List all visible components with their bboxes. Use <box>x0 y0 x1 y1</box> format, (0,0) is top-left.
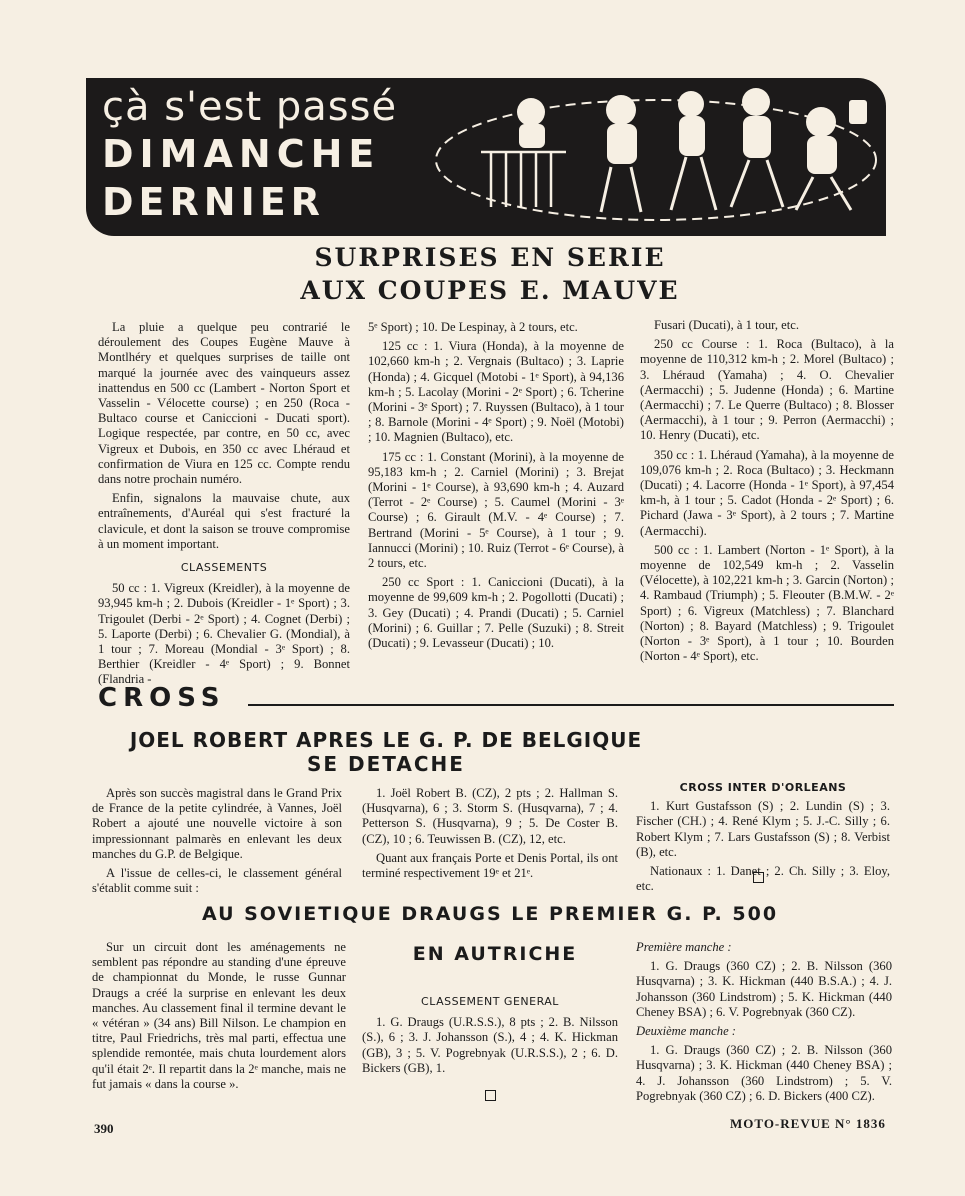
cross-column-1 <box>92 786 342 900</box>
results-paragraph: Fusari (Ducati), à 1 tour, etc. <box>654 318 799 332</box>
end-mark-icon <box>485 1090 496 1101</box>
spectators-illustration <box>431 82 881 232</box>
classement-general-heading: CLASSEMENT GENERAL <box>421 995 559 1008</box>
results-paragraph: Nationaux : 1. Danet ; 2. Ch. Silly ; 3. Eloy, etc. <box>636 864 890 894</box>
results-paragraph: 250 cc Course : 1. Roca (Bultaco), à la moyenne de 110,312 km-h ; 2. Morel (Bultaco) ; 3. Lhéraud (Yamaha) ; 4. O. Chevalier (Aermacchi) ; 5. Judenne (Honda) ; 6. Martine (Aermacchi) ; 7. Le Querre (Bultaco) ; 8. Blosser (Aermacchi), à 1 tour ; 9. Perron (Aermacchi) ; 10. Henry (Ducati), etc. <box>640 337 894 443</box>
article-headline-line-2: AUX COUPES E. MAUVE <box>300 276 680 305</box>
results-paragraph: 1. G. Draugs (U.R.S.S.), 8 pts ; 2. B. Nilsson (S.), 6 ; 3. J. Johansson (S.), 4 ; 4. K. Hickman (GB), 3 ; 5. V. Pogrebnyak (U.R.S.S.), 2 ; 6. D. Bickers (GB), 1. <box>362 1015 618 1075</box>
results-paragraph: 125 cc : 1. Viura (Honda), à la moyenne de 102,660 km-h ; 2. Vergnais (Bultaco) ; 3. Laprie (Honda) ; 4. Gicquel (Motobi - 1ᵉ Sport), à 94,136 km-h ; 5. Lacolay (Morini - 2ᵉ Sport) ; 6. Tcherine (Morini - 3ᵉ Sport) ; 7. Ruyssen (Bultaco), à 1 tour ; 8. Barnole (Morini - 4ᵉ Sport) ; 9. Noël (Motobi) ; 10. Magnien (Bultaco), etc. <box>368 339 624 445</box>
section-rule <box>248 704 894 706</box>
cross-column-2 <box>362 786 618 885</box>
classements-heading: CLASSEMENTS <box>180 561 268 575</box>
results-paragraph: 1. G. Draugs (360 CZ) ; 2. B. Nilsson (360 Husqvarna) ; 3. K. Hickman (440 Cheney BSA) ; 4. J. Johansson (360 Lindstrom) ; 5. V. Pogrebnyak (360 CZ) ; 6. D. Bickers (400 CZ). <box>636 1043 892 1103</box>
manche-2-heading: Deuxième manche : <box>636 1024 736 1039</box>
soviet-column-1 <box>92 940 346 1096</box>
results-paragraph: 250 cc Sport : 1. Caniccioni (Ducati), à la moyenne de 99,609 km-h ; 2. Pogollotti (Ducati) ; 3. Gey (Ducati) ; 4. Prandi (Ducati) ; 5. Carniel (Morini) ; 6. Guillar ; 7. Pelle (Suzuki) ; 8. Streit (Ducati) ; 9. Levasseur (Ducati) ; 10. <box>368 575 624 651</box>
banner-line-3: DERNIER <box>102 180 325 224</box>
results-paragraph: 500 cc : 1. Lambert (Norton - 1ᵉ Sport), à la moyenne de 102,549 km-h ; 2. Vasselin (Vélocette), à 102,221 km-h ; 3. Garcin (Norton) ; 4. Rambaud (Triumph) ; 5. Fleouter (B.M.W. - 2ᵉ Sport) ; 6. Vigreux (Matchless) ; 7. Blanchard (Norton) ; 8. Bayard (Matchless) ; 9. Trigoulet (Norton - 3ᵉ Sport), à 1 tour ; 10. Bourden (Norton - 4ᵉ Sport), etc. <box>640 542 894 664</box>
paragraph: Sur un circuit dont les aménagements ne semblent pas répondre au standing d'une épreuve de championnat du Monde, le russe Gunnar Draugs a créé la surprise en enlevant les deux manches. Au classement final il termine devant le « vétéran » (34 ans) Bill Nilson. Le champion en titre, Paul Friedrichs, très mal parti, effectua une splendide remontée, mais chuta lourdement alors qu'il était 2ᵉ. Il repartit dans la 2ᵉ manche, mais ne fut jamais « dans la course ». <box>92 940 346 1091</box>
results-paragraph: 350 cc : 1. Lhéraud (Yamaha), à la moyenne de 109,076 km-h ; 2. Roca (Bultaco) ; 3. Heckmann (Ducati) ; 4. Lacorre (Honda - 1ᵉ Sport), à 97,454 km-h, à 1 tour ; 5. Cadot (Honda - 2ᵉ Sport) ; 6. Pichard (Jawa - 3ᵉ Sport), à 2 tours ; 7. Martine (Aermacchi). <box>640 447 894 538</box>
article-column-2 <box>368 320 624 655</box>
cross-section-title: CROSS <box>98 683 226 713</box>
article-headline-line-1: SURPRISES EN SERIE <box>314 243 666 272</box>
section-banner <box>86 78 886 236</box>
article-column-1 <box>98 320 350 692</box>
soviet-headline-line-1: AU SOVIETIQUE DRAUGS LE PREMIER G. P. 500 <box>201 903 779 925</box>
results-paragraph: 5ᵉ Sport) ; 10. De Lespinay, à 2 tours, etc. <box>368 320 578 334</box>
page-number: 390 <box>94 1121 114 1136</box>
results-paragraph: 1. G. Draugs (360 CZ) ; 2. B. Nilsson (360 Husqvarna) ; 3. K. Hickman (440 B.S.A.) ; 4. J. Johansson (360 Lindstrom) ; 5. K. Hickman (440 Cheney BSA) ; 6. V. Pogrebnyak (360 CZ). <box>636 959 892 1019</box>
banner-line-1: çà s'est passé <box>102 84 398 130</box>
paragraph: A l'issue de celles-ci, le classement général s'établit comme suit : <box>92 866 342 896</box>
results-paragraph: 1. Kurt Gustafsson (S) ; 2. Lundin (S) ; 3. Fischer (CH.) ; 4. René Klym ; 5. J.-C. Silly ; 6. Robert Klym ; 7. Lars Gustafsson (S) ; 8. Verbist (B), etc. <box>636 799 890 859</box>
paragraph: Enfin, signalons la mauvaise chute, aux entraînements, d'Auréal qui s'est fracturé la clavicule, et dont la saison se trouve compromise à un moment important. <box>98 491 350 551</box>
soviet-column-2 <box>362 986 618 1080</box>
soviet-headline-line-2: EN AUTRICHE <box>412 943 578 965</box>
paragraph: Après son succès magistral dans le Grand Prix de France de la petite cylindrée, à Vannes, Joël Robert a ajouté une nouvelle victoire à son impressionnant palmarès en enlevant les deux manches du G.P. de Belgique. <box>92 786 342 861</box>
results-paragraph: 50 cc : 1. Vigreux (Kreidler), à la moyenne de 93,945 km-h ; 2. Dubois (Kreidler - 1ᵉ Sport) ; 3. Trigoulet (Derbi - 2ᵉ Sport) ; 4. Cognet (Derbi) ; 5. Laporte (Derbi) ; 6. Chevalier G. (Mondial), à 1 tour ; 7. Moreau (Mondial - 3ᵉ Sport) ; 8. Berthier (Kreidler - 4ᵉ Sport) ; 9. Bonnet (Flandria - <box>98 581 350 687</box>
results-paragraph: 175 cc : 1. Constant (Morini), à la moyenne de 95,183 km-h ; 2. Carniel (Morini) ; 3. Brejat (Morini - 1ᵉ Course), à 93,690 km-h ; 4. Auzard (Terrot - 2ᵉ Course) ; 5. Caumel (Morini - 3ᵉ Course) ; 6. Girault (M.V. - 4ᵉ Course) ; 7. Bertrand (Morini - 5ᵉ Course), à 1 tour ; 9. Iannucci (Morini) ; 10. Ruiz (Terrot - 6ᵉ Course), à 2 tours, etc. <box>368 449 624 571</box>
paragraph: La pluie a quelque peu contrarié le déroulement des Coupes Eugène Mauve à Montlhéry et quelques surprises de taille ont marqué la journée avec des vainqueurs assez inattendus en 500 cc (Lambert - Norton Sport et Vasselin - Vélocette course) ; en 250 (Roca - Bultaco course et Caniccioni - Ducati sport). Logique respectée, par contre, en 50 cc, avec Vigreux et Dubois, en 350 cc avec Lhéraud et confirmation de Viura en 125 cc. Compte rendu dans notre prochain numéro. <box>98 320 350 487</box>
results-paragraph: 1. Joël Robert B. (CZ), 2 pts ; 2. Hallman S. (Husqvarna), 6 ; 3. Storm S. (Husqvarna), 7 ; 4. Petterson S. (Husqvarna), 9 ; 5. De Coster B. (CZ), 10 ; 6. Teuwissen B. (CZ), 12, etc. <box>362 786 618 846</box>
paragraph: Quant aux français Porte et Denis Portal, ils ont terminé respectivement 19ᵉ et 21ᵉ. <box>362 850 618 881</box>
end-mark-icon <box>753 872 764 883</box>
orleans-heading: CROSS INTER D'ORLEANS <box>679 781 847 794</box>
cross-headline-line-2: SE DETACHE <box>307 752 465 776</box>
cross-headline-line-1: JOEL ROBERT APRES LE G. P. DE BELGIQUE <box>129 728 643 752</box>
manche-1-heading: Première manche : <box>636 940 732 954</box>
banner-line-2: DIMANCHE <box>102 132 381 176</box>
article-column-3 <box>640 318 894 668</box>
soviet-column-3 <box>636 940 892 1108</box>
magazine-issue: MOTO-REVUE N° 1836 <box>730 1116 886 1131</box>
